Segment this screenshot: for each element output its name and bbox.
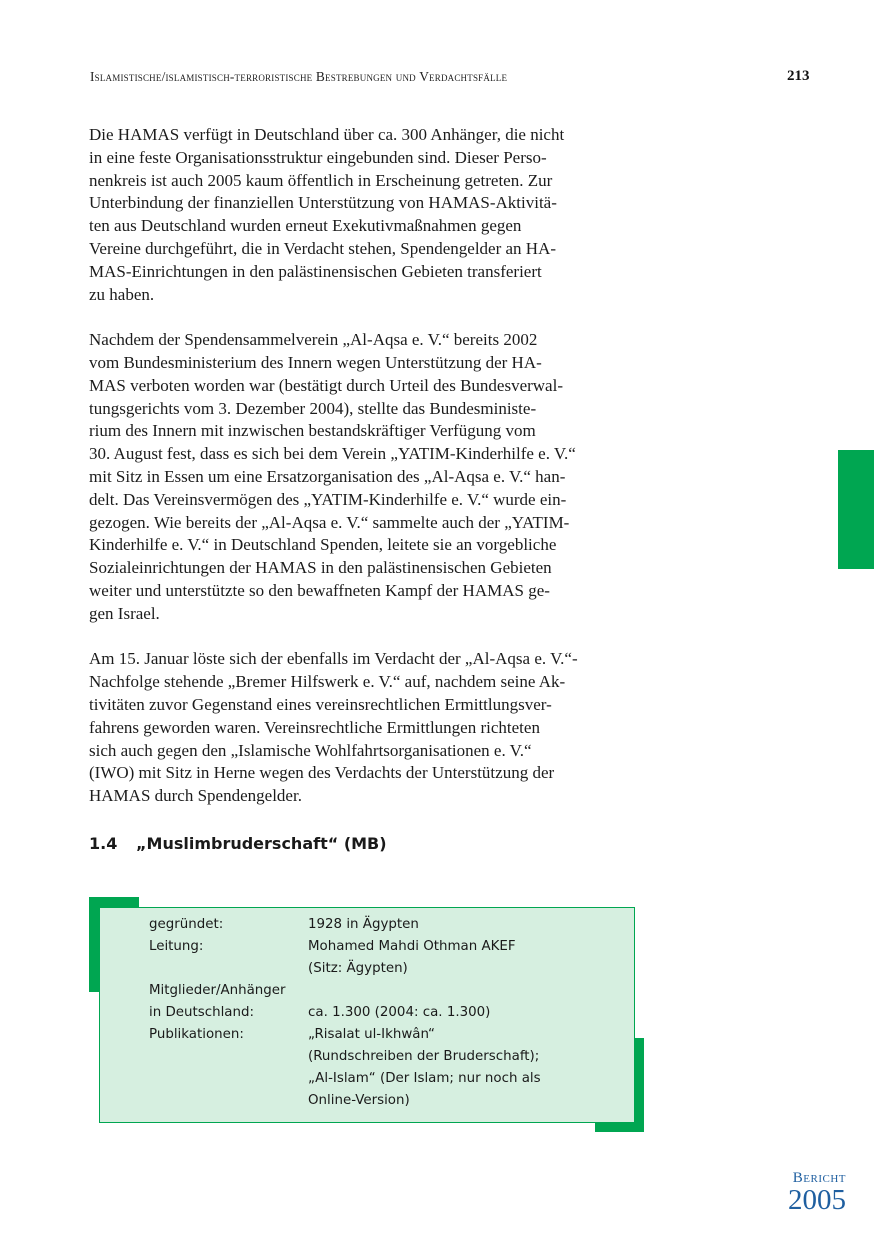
text-line: fahrens geworden waren. Vereinsrechtliche Ermittlungen richteten <box>89 717 540 737</box>
info-value: 1928 in Ägypten <box>308 917 419 932</box>
paragraph-2 <box>89 329 649 625</box>
text-line: Nachdem der Spendensammelverein „Al-Aqsa e. V.“ bereits 2002 <box>89 330 538 350</box>
report-brand-logo <box>780 1170 846 1214</box>
section-number: 1.4 <box>89 834 118 853</box>
text-line: vom Bundesministerium des Innern wegen Unterstützung der HA- <box>89 352 542 372</box>
info-value: Online-Version) <box>308 1093 410 1108</box>
text-line: ten aus Deutschland wurden erneut Exekutivmaßnahmen gegen <box>89 216 522 236</box>
info-value: „Risalat ul-Ikhwân“ <box>308 1027 435 1042</box>
body-text <box>89 124 649 808</box>
text-line: Vereine durchgeführt, die in Verdacht stehen, Spendengelder an HA- <box>89 238 557 258</box>
chapter-thumb-tab <box>838 450 874 569</box>
text-line: HAMAS durch Spendengelder. <box>89 786 302 806</box>
info-value: ca. 1.300 (2004: ca. 1.300) <box>308 1005 491 1020</box>
text-line: tivitäten zuvor Gegenstand eines vereinsrechtlichen Ermittlungsver- <box>89 694 552 714</box>
text-line: rium des Innern mit inzwischen bestandskräftiger Verfügung vom <box>89 421 536 441</box>
running-head: Islamistische/islamistisch-terroristische Bestrebungen und Verdachtsfälle <box>90 69 508 84</box>
info-label: gegründet: <box>149 917 224 932</box>
text-line: Am 15. Januar löste sich der ebenfalls im Verdacht der „Al-Aqsa e. V.“- <box>89 649 578 669</box>
text-line: gezogen. Wie bereits der „Al-Aqsa e. V.“ sammelte auch der „YATIM- <box>89 512 570 532</box>
section-title: „Muslimbruderschaft“ (MB) <box>136 834 387 853</box>
text-line: Nachfolge stehende „Bremer Hilfswerk e. V.“ auf, nachdem seine Ak- <box>89 672 566 692</box>
text-line: gen Israel. <box>89 603 160 623</box>
brand-word: Bericht <box>792 1170 846 1186</box>
organization-info-box <box>99 907 635 1123</box>
paragraph-1 <box>89 124 649 306</box>
text-line: in eine feste Organisationsstruktur eingebunden sind. Dieser Perso- <box>89 147 547 167</box>
section-heading <box>89 834 387 853</box>
paragraph-3 <box>89 648 649 808</box>
text-line: MAS-Einrichtungen in den palästinensischen Gebieten transferiert <box>89 261 542 281</box>
info-value: „Al-Islam“ (Der Islam; nur noch als <box>308 1071 541 1086</box>
text-line: Unterbindung der finanziellen Unterstützung von HAMAS-Aktivitä- <box>89 193 557 213</box>
info-label: in Deutschland: <box>149 1005 255 1020</box>
text-line: delt. Das Vereinsvermögen des „YATIM-Kinderhilfe e. V.“ wurde ein- <box>89 489 567 509</box>
text-line: nenkreis ist auch 2005 kaum öffentlich in Erscheinung getreten. Zur <box>89 170 553 190</box>
info-value: (Rundschreiben der Bruderschaft); <box>308 1049 540 1064</box>
text-line: sich auch gegen den „Islamische Wohlfahrtsorganisationen e. V.“ <box>89 740 532 760</box>
text-line: weiter und unterstützte so den bewaffneten Kampf der HAMAS ge- <box>89 580 550 600</box>
info-label: Publikationen: <box>149 1027 244 1042</box>
text-line: mit Sitz in Essen um eine Ersatzorganisation des „Al-Aqsa e. V.“ han- <box>89 466 566 486</box>
text-line: zu haben. <box>89 284 155 304</box>
text-line: Kinderhilfe e. V.“ in Deutschland Spenden, leitete sie an vorgebliche <box>89 535 557 555</box>
info-value: (Sitz: Ägypten) <box>308 961 408 976</box>
text-line: MAS verboten worden war (bestätigt durch Urteil des Bundesverwal- <box>89 375 563 395</box>
text-line: tungsgerichts vom 3. Dezember 2004), stellte das Bundesministe- <box>89 398 537 418</box>
text-line: Die HAMAS verfügt in Deutschland über ca. 300 Anhänger, die nicht <box>89 125 565 144</box>
brand-year: 2005 <box>788 1184 846 1216</box>
info-label: Mitglieder/Anhänger <box>149 983 286 998</box>
text-line: (IWO) mit Sitz in Herne wegen des Verdachts der Unterstützung der <box>89 763 555 783</box>
text-line: 30. August fest, dass es sich bei dem Verein „YATIM-Kinderhilfe e. V.“ <box>89 444 576 464</box>
text-line: Sozialeinrichtungen der HAMAS in den palästinensischen Gebieten <box>89 558 552 578</box>
info-value: Mohamed Mahdi Othman AKEF <box>308 939 516 954</box>
info-label: Leitung: <box>149 939 204 954</box>
page-number: 213 <box>787 68 810 84</box>
